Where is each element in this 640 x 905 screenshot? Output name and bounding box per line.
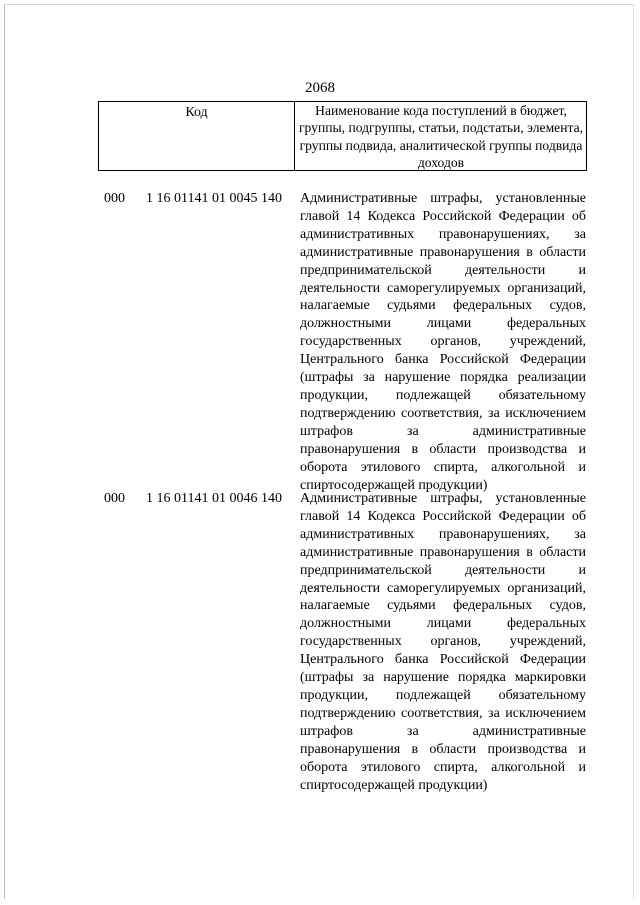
header-name-column: Наименование кода поступлений в бюджет, группы, подгруппы, статьи, подстатьи, элемента, группы подвида, аналитической группы подвида доходов bbox=[298, 103, 584, 170]
row-budget-code: 1 16 01141 01 0046 140 bbox=[146, 491, 282, 506]
row-admin-code: 000 bbox=[104, 191, 125, 206]
page-number: 2068 bbox=[305, 80, 335, 96]
header-column-divider bbox=[294, 102, 295, 170]
row-description: Административные штрафы, установленные главой 14 Кодекса Российской Федерации об административных правонарушениях, за административные правонарушения в области предпринимательской деятельности и деятельности саморегулируемых организаций, налагаемые судьями федеральных судов, должностными лицами федеральных государственных органов, учреждений, Центрального банка Российской Федерации (штрафы за нарушение порядка маркировки продукции, подлежащей обязательному подтверждению соответствия, за исключением штрафов за административные правонарушения в области производства и оборота этилового спирта, алкогольной и спиртосодержащей продукции) bbox=[300, 491, 586, 793]
row-description: Административные штрафы, установленные главой 14 Кодекса Российской Федерации об административных правонарушениях, за административные правонарушения в области предпринимательской деятельности и деятельности саморегулируемых организаций, налагаемые судьями федеральных судов, должностными лицами федеральных государственных органов, учреждений, Центрального банка Российской Федерации (штрафы за нарушение порядка реализации продукции, подлежащей обязательному подтверждению соответствия, за исключением штрафов за административные правонарушения в области производства и оборота этилового спирта, алкогольной и спиртосодержащей продукции) bbox=[300, 191, 586, 493]
table-header bbox=[98, 101, 587, 171]
row-budget-code: 1 16 01141 01 0045 140 bbox=[146, 191, 282, 206]
header-code-column: Код bbox=[185, 105, 208, 120]
row-admin-code: 000 bbox=[104, 491, 125, 506]
